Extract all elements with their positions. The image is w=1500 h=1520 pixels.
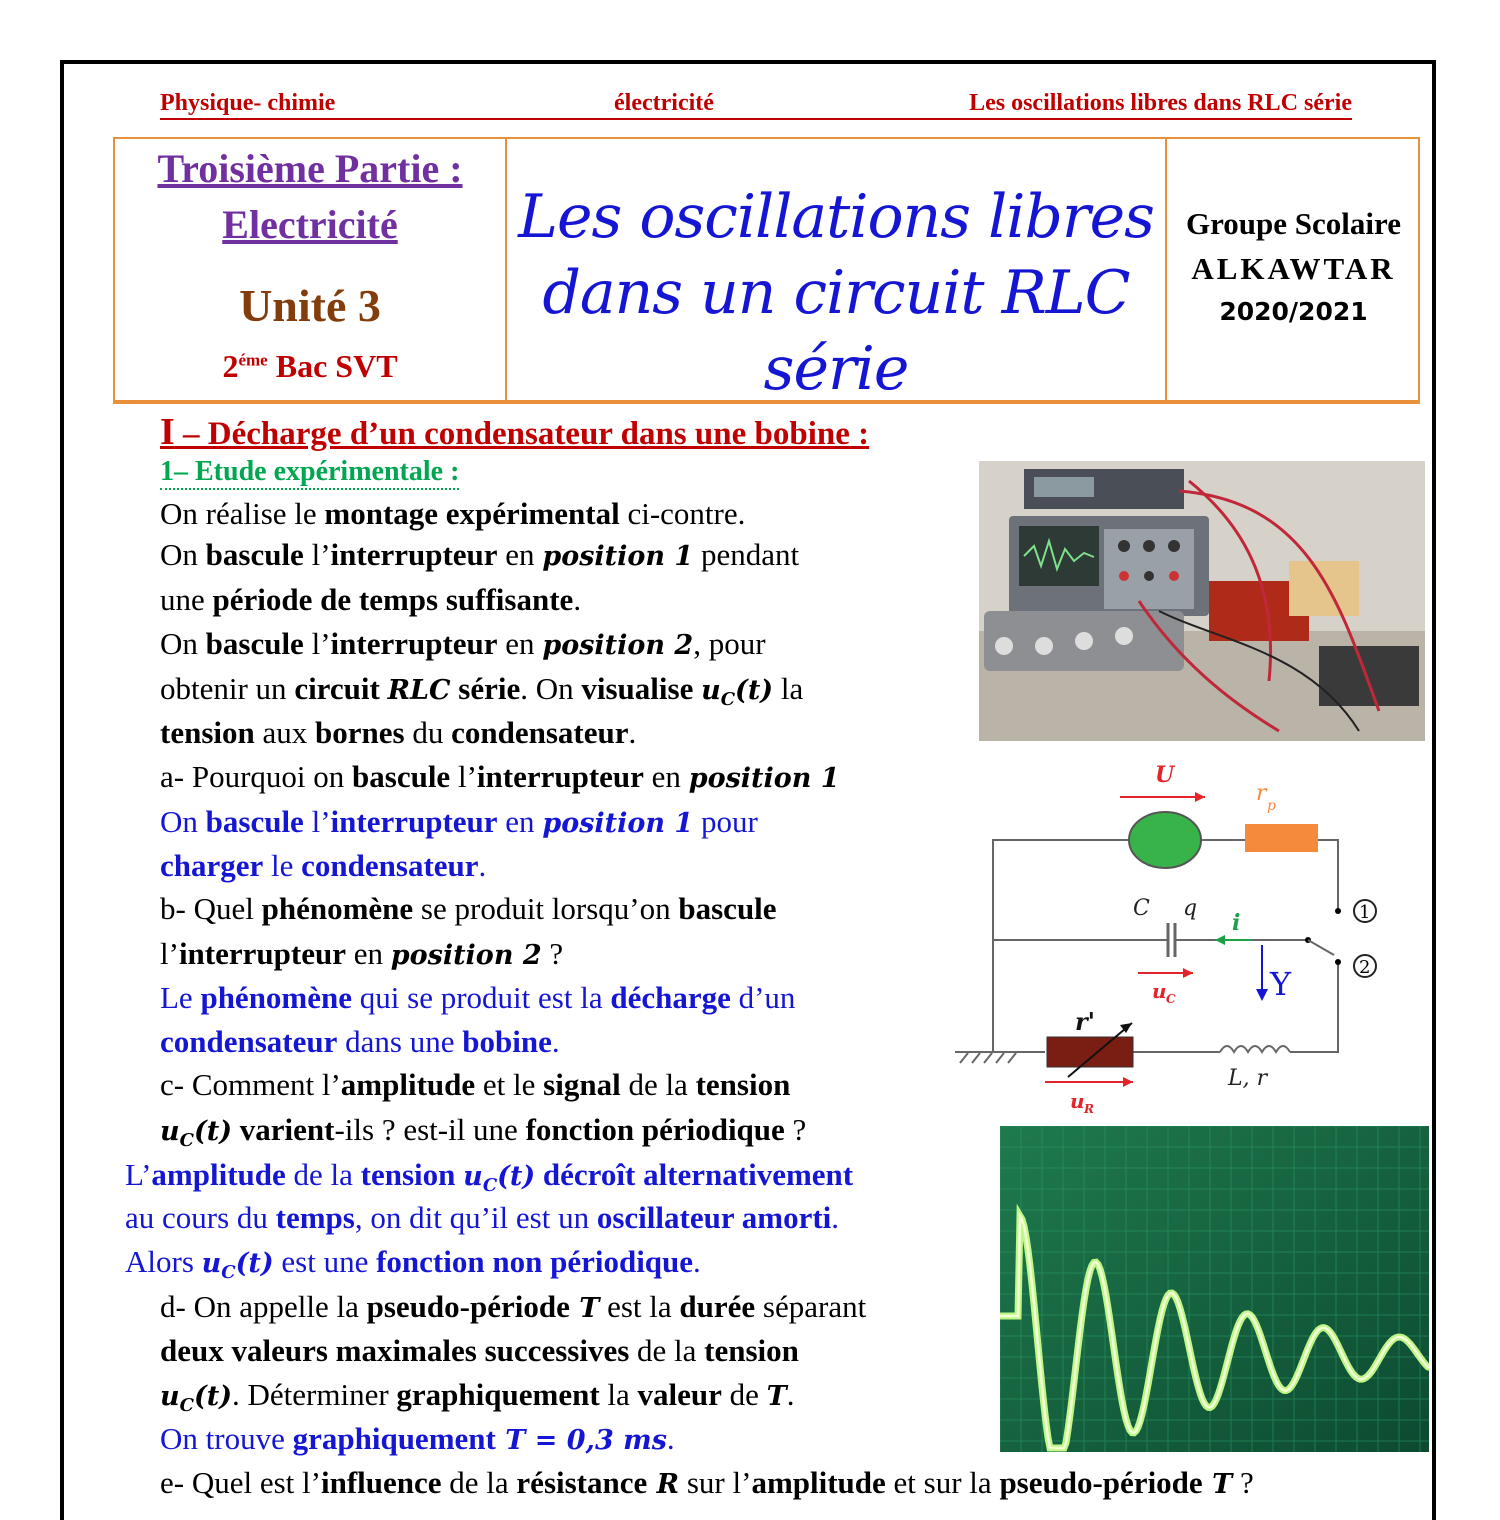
label-uC-sub: C [1166, 992, 1176, 1006]
experimental-setup-photo [979, 461, 1425, 741]
section-number: I [160, 411, 175, 453]
label-r-prime: r' [1075, 1007, 1095, 1036]
header-lesson: Les oscillations libres dans RLC série [969, 90, 1352, 116]
question-e: e- Quel est l’influence de la résistance R sur l’amplitude et sur la pseudo-période T ? [160, 1465, 1254, 1500]
level-rest: Bac SVT [267, 348, 398, 384]
switch-position-1: 1 [1359, 902, 1371, 923]
question-d-line2: deux valeurs maximales successives de la tension [160, 1333, 799, 1368]
label-Y: Y [1270, 965, 1292, 1003]
title-box-left [115, 139, 507, 400]
paragraph-line: On bascule l’interrupteur en position 2, pour [160, 626, 766, 661]
unit-title: Unité 3 [239, 280, 381, 331]
part-title [115, 141, 505, 253]
running-header [160, 90, 1352, 120]
label-uR: u [1070, 1089, 1085, 1113]
paragraph-line: On réalise le montage expérimental ci-contre. [160, 496, 746, 531]
title-box [113, 137, 1420, 404]
title-box-middle [507, 139, 1167, 404]
level-sup: éme [238, 350, 268, 370]
paragraph-line: tension aux bornes du condensateur. [160, 715, 637, 750]
header-subject: Physique- chimie [160, 90, 336, 116]
label-rp-sub: p [1267, 798, 1276, 814]
answer-d: On trouve graphiquement T = 0,3 ms. [160, 1421, 675, 1456]
answer-c-line1: L’amplitude de la tension $u_C(t)$ décroît alternativement [125, 1157, 854, 1196]
header-topic: électricité [614, 90, 714, 116]
school-line1: Groupe Scolaire [1186, 206, 1401, 241]
question-b-line1: b- Quel phénomène se produit lorsqu’on bascule [160, 891, 777, 926]
school-line2: ALKAWTAR [1191, 251, 1396, 286]
question-b-line2: l’interrupteur en position 2 ? [160, 936, 564, 971]
question-c-line2: $u_C(t)$ varient-ils ? est-il une fonction périodique ? [160, 1112, 807, 1151]
switch-position-2: 2 [1359, 957, 1371, 978]
subsection-title: 1– Etude expérimentale : [160, 456, 459, 490]
answer-c-line3: Alors $u_C(t)$ est une fonction non périodique. [125, 1244, 701, 1283]
answer-a-line2: charger le condensateur. [160, 848, 487, 883]
paragraph-line: une période de temps suffisante. [160, 582, 582, 617]
school-year: 2020/2021 [1219, 297, 1368, 326]
label-i: i [1232, 910, 1241, 936]
label-rp: r [1256, 781, 1267, 806]
setup-illustration [979, 461, 1425, 741]
section-title [160, 410, 869, 454]
paragraph-line: On bascule l’interrupteur en position 1 pendant [160, 537, 800, 572]
rlc-circuit-diagram [950, 755, 1400, 1115]
answer-a-line1: On bascule l’interrupteur en position 1 pour [160, 804, 758, 839]
answer-c-line2: au cours du temps, on dit qu’il est un oscillateur amorti. [125, 1200, 840, 1235]
label-q: q [1183, 896, 1198, 921]
oscilloscope-trace [1000, 1126, 1429, 1452]
question-a: a- Pourquoi on bascule l’interrupteur en position 1 [160, 759, 840, 794]
title-box-right [1167, 139, 1420, 400]
main-title-line2: dans un circuit RLC série [542, 258, 1130, 404]
answer-b-line1: Le phénomène qui se produit est la décharge d’un [160, 980, 796, 1015]
oscilloscope-screen [1000, 1126, 1429, 1452]
label-U: U [1155, 762, 1175, 788]
school-name [1167, 201, 1420, 291]
label-L-r: L, r [1228, 1066, 1268, 1091]
label-uC: u [1152, 979, 1167, 1003]
answer-b-line2: condensateur dans une bobine. [160, 1024, 560, 1059]
question-c-line1: c- Comment l’amplitude et le signal de la tension [160, 1067, 791, 1102]
paragraph-line: obtenir un circuit RLC série. On visualise $u_C(t)$ la [160, 671, 804, 710]
label-C: C [1133, 896, 1150, 921]
level-label [115, 348, 505, 385]
question-d-line1: d- On appelle la pseudo-période T est la durée séparant [160, 1289, 867, 1324]
part-title-line2: Electricité [222, 202, 398, 247]
main-title [507, 179, 1165, 407]
main-title-line1: Les oscillations libres [518, 182, 1154, 252]
question-d-line3: $u_C(t)$. Déterminer graphiquement la valeur de T. [160, 1377, 795, 1416]
label-uR-sub: R [1084, 1102, 1094, 1115]
level-num: 2 [222, 348, 239, 384]
part-title-line1: Troisième Partie : [157, 146, 463, 191]
section-title-text: – Décharge d’un condensateur dans une bobine : [174, 416, 870, 452]
